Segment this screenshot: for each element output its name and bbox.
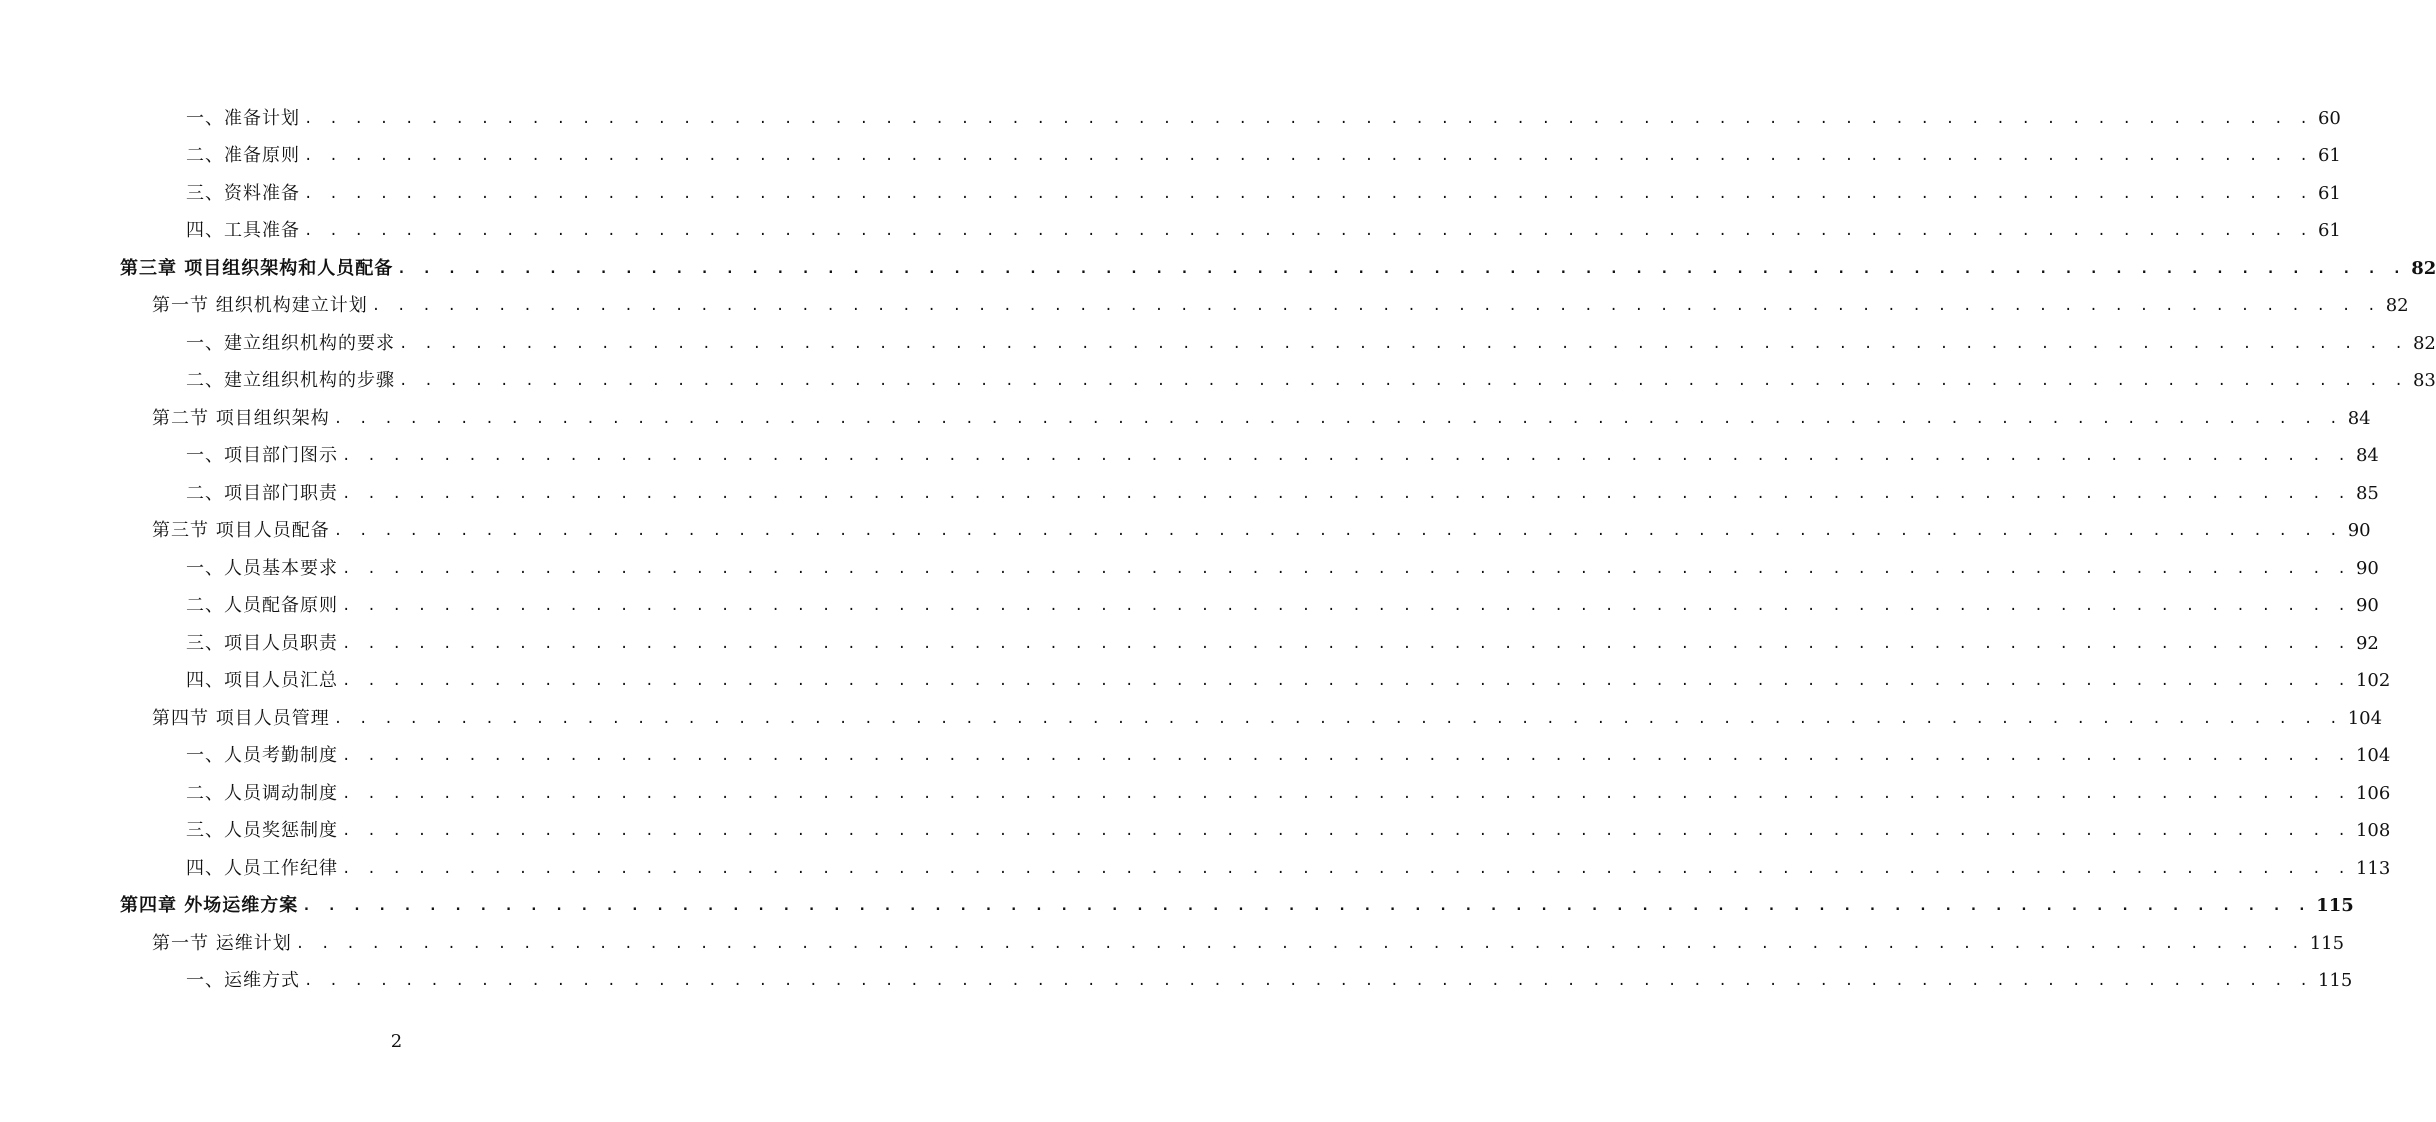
toc-entry-item[interactable] (186, 588, 2379, 626)
dot-leader: . . . . . . . . . . . . . . . . . . . . . . . . . . . . . . . . . . . . . . . . . . . . . . . . . . . . . . . . . . . . . . . . . . . . . . . . . . . . . . . . (304, 148, 2312, 165)
toc-entry-section[interactable] (152, 700, 2383, 738)
toc-entry-page: 84 (2347, 407, 2371, 429)
toc-entry-title: 第一节 运维计划 (152, 932, 292, 954)
toc-entry-page: 61 (2317, 182, 2341, 204)
dot-leader: . . . . . . . . . . . . . . . . . . . . . . . . . . . . . . . . . . . . . . . . . . . . . . . . . . . . . . . . . . . . . . . . . . . . . . . . . . . . . . . . (342, 748, 2350, 765)
toc-entry-title: 二、项目部门职责 (186, 482, 338, 504)
toc-entry-title: 第三节 项目人员配备 (152, 520, 330, 542)
toc-entry-title: 第二节 项目组织架构 (152, 407, 330, 429)
toc-entry-chapter[interactable] (120, 250, 2436, 288)
toc-entry-title: 一、人员基本要求 (186, 557, 338, 579)
toc-entry-page: 92 (2355, 632, 2379, 654)
dot-leader: . . . . . . . . . . . . . . . . . . . . . . . . . . . . . . . . . . . . . . . . . . . . . . . . . . . . . . . . . . . . . . . . . . . . . . . . . . . . . . . . (342, 485, 2350, 502)
toc-entry-chapter[interactable] (120, 888, 2354, 926)
toc-entry-title: 第四节 项目人员管理 (152, 707, 330, 729)
toc-entry-page: 106 (2355, 782, 2391, 804)
toc-entry-item[interactable] (186, 438, 2379, 476)
toc-entry-page: 115 (2317, 970, 2353, 992)
toc-entry-title: 三、资料准备 (186, 182, 300, 204)
toc-entry-title: 二、建立组织机构的步骤 (186, 370, 395, 392)
dot-leader: . . . . . . . . . . . . . . . . . . . . . . . . . . . . . . . . . . . . . . . . . . . . . . . . . . . . . . . . . . . . . . . . . . . . . . . . . . . . . . . . (342, 448, 2350, 465)
dot-leader: . . . . . . . . . . . . . . . . . . . . . . . . . . . . . . . . . . . . . . . . . . . . . . . . . . . . . . . . . . . . . . . . . . . . . . . . . . . . . . . . (302, 898, 2311, 915)
toc-entry-page: 108 (2355, 820, 2391, 842)
toc-entry-page: 61 (2317, 145, 2341, 167)
toc-entry-page: 113 (2355, 857, 2391, 879)
toc-entry-section[interactable] (152, 925, 2345, 963)
toc-entry-item[interactable] (186, 475, 2379, 513)
toc-entry-title: 二、人员调动制度 (186, 782, 338, 804)
toc-entry-page: 60 (2317, 107, 2341, 129)
toc-entry-item[interactable] (186, 963, 2353, 1001)
toc-entry-title: 四、工具准备 (186, 220, 300, 242)
toc-entry-item[interactable] (186, 550, 2379, 588)
toc-entry-section[interactable] (152, 400, 2371, 438)
toc-entry-page: 85 (2355, 482, 2379, 504)
toc-entry-title: 二、人员配备原则 (186, 595, 338, 617)
toc-entry-page: 82 (2411, 257, 2436, 279)
toc-entry-page: 115 (2316, 895, 2354, 917)
toc-entry-title: 三、人员奖惩制度 (186, 820, 338, 842)
toc-entry-page: 115 (2309, 932, 2345, 954)
toc-entry-item[interactable] (186, 100, 2341, 138)
dot-leader: . . . . . . . . . . . . . . . . . . . . . . . . . . . . . . . . . . . . . . . . . . . . . . . . . . . . . . . . . . . . . . . . . . . . . . . . . . . . . . . . (399, 335, 2407, 352)
dot-leader: . . . . . . . . . . . . . . . . . . . . . . . . . . . . . . . . . . . . . . . . . . . . . . . . . . . . . . . . . . . . . . . . . . . . . . . . . . . . . . . . (371, 298, 2380, 315)
toc-entry-title: 第三章 项目组织架构和人员配备 (120, 257, 394, 279)
toc-entry-title: 一、建立组织机构的要求 (186, 332, 395, 354)
page-number: 2 (390, 1031, 403, 1052)
toc-entry-item[interactable] (186, 813, 2391, 851)
dot-leader: . . . . . . . . . . . . . . . . . . . . . . . . . . . . . . . . . . . . . . . . . . . . . . . . . . . . . . . . . . . . . . . . . . . . . . . . . . . . . . . . (342, 560, 2350, 577)
toc-entry-title: 二、准备原则 (186, 145, 300, 167)
toc-entry-title: 一、准备计划 (186, 107, 300, 129)
toc-entry-page: 83 (2412, 370, 2436, 392)
toc-entry-title: 四、人员工作纪律 (186, 857, 338, 879)
dot-leader: . . . . . . . . . . . . . . . . . . . . . . . . . . . . . . . . . . . . . . . . . . . . . . . . . . . . . . . . . . . . . . . . . . . . . . . . . . . . . . . . (342, 785, 2350, 802)
toc-entry-item[interactable] (186, 175, 2341, 213)
toc-entry-page: 104 (2355, 745, 2391, 767)
toc-entry-item[interactable] (186, 775, 2391, 813)
toc-entry-title: 第四章 外场运维方案 (120, 895, 299, 917)
toc-entry-page: 82 (2385, 295, 2409, 317)
dot-leader: . . . . . . . . . . . . . . . . . . . . . . . . . . . . . . . . . . . . . . . . . . . . . . . . . . . . . . . . . . . . . . . . . . . . . . . . . . . . . . . . (333, 410, 2342, 427)
toc-entry-title: 一、项目部门图示 (186, 445, 338, 467)
toc-entry-item[interactable] (186, 325, 2436, 363)
toc-entry-item[interactable] (186, 138, 2341, 176)
dot-leader: . . . . . . . . . . . . . . . . . . . . . . . . . . . . . . . . . . . . . . . . . . . . . . . . . . . . . . . . . . . . . . . . . . . . . . . . . . . . . . . . (342, 598, 2350, 615)
toc-entry-section[interactable] (152, 288, 2409, 326)
toc-entry-title: 一、人员考勤制度 (186, 745, 338, 767)
toc-entry-page: 90 (2355, 557, 2379, 579)
toc-entry-item[interactable] (186, 213, 2341, 251)
dot-leader: . . . . . . . . . . . . . . . . . . . . . . . . . . . . . . . . . . . . . . . . . . . . . . . . . . . . . . . . . . . . . . . . . . . . . . . . . . . . . . . . (342, 823, 2350, 840)
toc-entry-section[interactable] (152, 513, 2371, 551)
toc-entry-title: 三、项目人员职责 (186, 632, 338, 654)
dot-leader: . . . . . . . . . . . . . . . . . . . . . . . . . . . . . . . . . . . . . . . . . . . . . . . . . . . . . . . . . . . . . . . . . . . . . . . . . . . . . . . . (304, 973, 2312, 990)
toc-entry-page: 90 (2355, 595, 2379, 617)
toc-entry-item[interactable] (186, 625, 2379, 663)
toc-entry-page: 84 (2355, 445, 2379, 467)
dot-leader: . . . . . . . . . . . . . . . . . . . . . . . . . . . . . . . . . . . . . . . . . . . . . . . . . . . . . . . . . . . . . . . . . . . . . . . . . . . . . . . . (342, 860, 2350, 877)
toc-entry-title: 第一节 组织机构建立计划 (152, 295, 368, 317)
toc-entry-page: 104 (2347, 707, 2383, 729)
dot-leader: . . . . . . . . . . . . . . . . . . . . . . . . . . . . . . . . . . . . . . . . . . . . . . . . . . . . . . . . . . . . . . . . . . . . . . . . . . . . . . . . (295, 935, 2304, 952)
toc-entry-page: 82 (2412, 332, 2436, 354)
toc-entry-item[interactable] (186, 850, 2391, 888)
toc-entry-page: 102 (2355, 670, 2391, 692)
toc-entry-title: 四、项目人员汇总 (186, 670, 338, 692)
dot-leader: . . . . . . . . . . . . . . . . . . . . . . . . . . . . . . . . . . . . . . . . . . . . . . . . . . . . . . . . . . . . . . . . . . . . . . . . . . . . . . . . (304, 110, 2312, 127)
dot-leader: . . . . . . . . . . . . . . . . . . . . . . . . . . . . . . . . . . . . . . . . . . . . . . . . . . . . . . . . . . . . . . . . . . . . . . . . . . . . . . . . (304, 223, 2312, 240)
toc-entry-page: 61 (2317, 220, 2341, 242)
toc-entry-item[interactable] (186, 738, 2391, 776)
dot-leader: . . . . . . . . . . . . . . . . . . . . . . . . . . . . . . . . . . . . . . . . . . . . . . . . . . . . . . . . . . . . . . . . . . . . . . . . . . . . . . . . (342, 635, 2350, 652)
dot-leader: . . . . . . . . . . . . . . . . . . . . . . . . . . . . . . . . . . . . . . . . . . . . . . . . . . . . . . . . . . . . . . . . . . . . . . . . . . . . . . . . (333, 523, 2342, 540)
dot-leader: . . . . . . . . . . . . . . . . . . . . . . . . . . . . . . . . . . . . . . . . . . . . . . . . . . . . . . . . . . . . . . . . . . . . . . . . . . . . . . . . (342, 673, 2350, 690)
toc-entry-title: 一、运维方式 (186, 970, 300, 992)
dot-leader: . . . . . . . . . . . . . . . . . . . . . . . . . . . . . . . . . . . . . . . . . . . . . . . . . . . . . . . . . . . . . . . . . . . . . . . . . . . . . . . . (397, 260, 2406, 277)
toc-entry-page: 90 (2347, 520, 2371, 542)
toc-entry-item[interactable] (186, 363, 2436, 401)
dot-leader: . . . . . . . . . . . . . . . . . . . . . . . . . . . . . . . . . . . . . . . . . . . . . . . . . . . . . . . . . . . . . . . . . . . . . . . . . . . . . . . . (399, 373, 2407, 390)
dot-leader: . . . . . . . . . . . . . . . . . . . . . . . . . . . . . . . . . . . . . . . . . . . . . . . . . . . . . . . . . . . . . . . . . . . . . . . . . . . . . . . . (333, 710, 2342, 727)
toc-entry-item[interactable] (186, 663, 2391, 701)
dot-leader: . . . . . . . . . . . . . . . . . . . . . . . . . . . . . . . . . . . . . . . . . . . . . . . . . . . . . . . . . . . . . . . . . . . . . . . . . . . . . . . . (304, 185, 2312, 202)
